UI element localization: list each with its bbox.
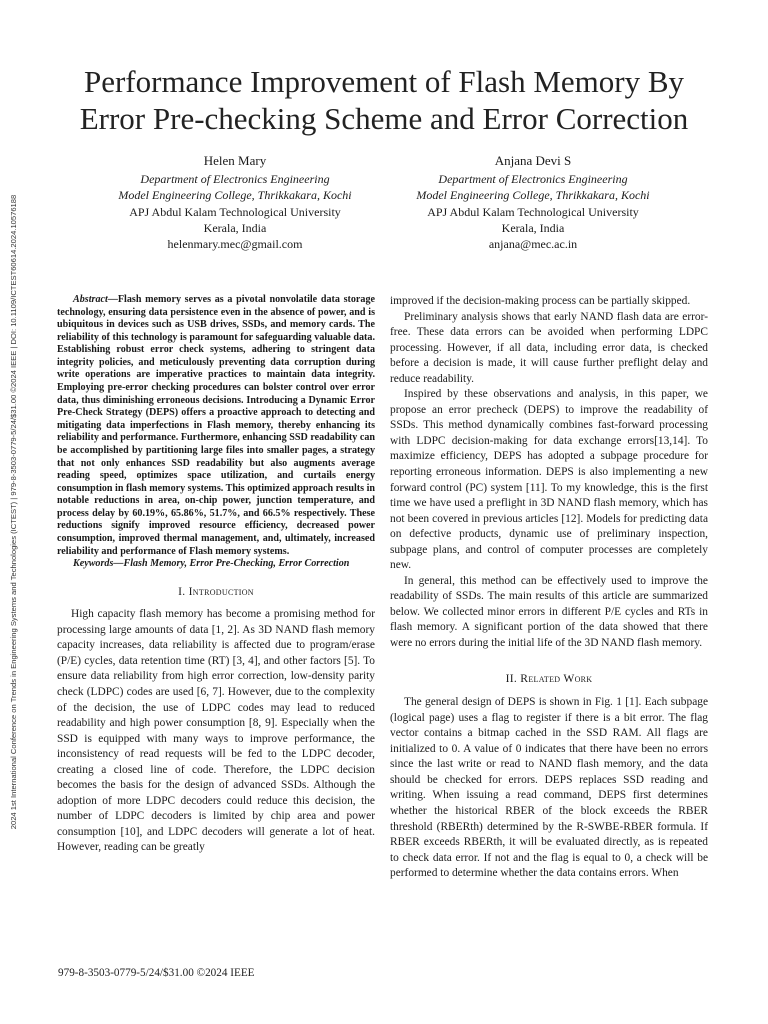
- abstract-label: Abstract: [73, 294, 108, 305]
- abstract: [57, 294, 375, 558]
- author-block-2: [383, 153, 683, 252]
- paper-title: [40, 63, 728, 137]
- related-work-paragraph: The general design of DEPS is shown in Fig. 1 [1]. Each subpage (logical page) uses a flag to register if there is a bit error. The flag vector contains a bitmap cached in the SSD RAM. All flags are initialized to 0. A value of 0 indicates that there have been no errors since the last write or read to NAND flash memory, and the data should be checked for errors. DEPS replaces SSD reading and writing. When issuing a read command, DEPS first determines whether the historical RBER of the block exceeds the RBER threshold (RBERth) determined by the R-SWBE-RBER formula. If RBER exceeds RBERth, it will be evaluated directly, as is repeated to check data error. If not and the flag is equal to 0, a check will be performed to determine whether the data contains errors. When: [390, 696, 708, 880]
- section-heading-related-work: II. Related Work: [505, 671, 593, 685]
- author-university: APJ Abdul Kalam Technological University: [427, 204, 639, 219]
- author-email: helenmary.mec@gmail.com: [167, 237, 303, 252]
- intro-paragraph: High capacity flash memory has become a promising method for processing large amounts of data [1, 2]. As 3D NAND flash memory capacity increases, data reliability is affected due to program/erase (P/E) cycles, data retention time (RT) [3, 4], and other factors [5]. To ensure data reliability from high error correction, low-density parity check (LDPC) codes are used [6, 7]. However, due to the complexity of the decision, the use of LDPC codes may lead to reduced readability and high power consumption [8, 9]. Especially when the SSD is equipped with many ways to improve performance, the inconsistency of read requests will be fed to the LDPC decoder, creating a closed line of code. Therefore, the LDPC decision becomes the basis for the design of advanced SSDs. Although the adoption of more LDPC decoders could reduce this decision, the number of LDPC decoders is limited by chip area and power consumption [10], and LDPC decoders will generate a lot of heat. However, reading can be greatly: [57, 608, 375, 854]
- author-college: Model Engineering College, Thrikkakara, Kochi: [416, 188, 650, 203]
- paragraph-continuation: improved if the decision-making process can be partially skipped.: [390, 295, 691, 307]
- author-location: Kerala, India: [203, 220, 267, 235]
- section-heading-introduction: I. Introduction: [178, 584, 254, 598]
- author-name: Helen Mary: [203, 153, 267, 168]
- title-line-2: Error Pre-checking Scheme and Error Correction: [79, 101, 689, 136]
- title-line-1: Performance Improvement of Flash Memory By: [83, 64, 685, 99]
- author-block-1: [85, 153, 385, 252]
- paragraph-preliminary-analysis: Preliminary analysis shows that early NAND flash data are error-free. These data errors can be avoided when performing LDPC processing. However, if all data, including error data, is checked before a decision is made, it will cause further preflight delay and reduce readability.: [390, 310, 708, 385]
- left-column: [57, 294, 375, 856]
- author-department: Department of Electronics Engineering: [438, 172, 628, 187]
- author-university: APJ Abdul Kalam Technological University: [129, 204, 341, 219]
- author-department: Department of Electronics Engineering: [140, 172, 330, 187]
- right-column: [390, 294, 708, 882]
- author-email: anjana@mec.ac.in: [488, 237, 578, 252]
- author-college: Model Engineering College, Thrikkakara, Kochi: [118, 188, 352, 203]
- author-location: Kerala, India: [501, 220, 565, 235]
- abstract-text: —Flash memory serves as a pivotal nonvolatile data storage technology, ensuring data persistence even in the absence of power, and is ubiquitous in devices such as USB drives, SSDs, and memory cards. The reliability of this technology is paramount for safeguarding valuable data. Establishing robust error check systems, adhering to stringent data integrity policies, and meticulously preventing data corruption during write operations are imperative practices to maintain data integrity. Employing pre-error checking procedures can bolster control over error data, thus diminishing erroneous decisions. Introducing a Dynamic Error Pre-Check Strategy (DEPS) offers a proactive approach to detecting and mitigating data imperfections in Flash memory, thereby enhancing its reliability and performance. Furthermore, enhancing SSD readability can be accomplished by partitioning large files into smaller pages, a strategy that not only enhances SSD readability but also augments average reading speed, optimizes space utilization, and curtails energy consumption in flash memory systems. This optimized approach results in notable reductions in area, on-chip power, junction temperature, and process delay by 60.19%, 65.86%, 51.7%, and 66.5% respectively. These reductions signify improved resource efficiency, decreased power consumption, improved thermal management, and, ultimately, increased reliability and performance of Flash memory systems.: [57, 294, 375, 557]
- paragraph-results-summary: In general, this method can be effectively used to improve the readability of SSDs. The main results of this article are summarized below. We collected minor errors in different P/E cycles and RTs in flash memory. A significant portion of the data showed that there were no errors during the initial life of the 3D NAND flash memory.: [390, 574, 708, 650]
- paragraph-proposal: Inspired by these observations and analysis, in this paper, we propose an error precheck (DEPS) to improve the readability of SSDs. This method dynamically combines fast-forward processing with LDPC decision-making for data exchange errors[13,14]. To maximize efficiency, DEPS has adopted a subpage procedure for reporting erroneous information. DEPS is also implementing a new forward control (PC) system [11]. To my knowledge, this is the first time we have used a preflight in 3D NAND flash memory, which has not been covered in previous articles [12]. Models for predicting data on defective products, dynamic use of preliminary inspection, subpage plans, and control of computer processes are completely new.: [390, 388, 708, 572]
- conference-sidebar: 2024 1st International Conference on Trends in Engineering Systems and Technologies (ICTEST) | 979-8-3503-0779-5/24/$31.00 ©2024 IEEE | DOI: 10.1109/ICTEST60614.2024.10576188: [9, 194, 18, 830]
- page-footer: 979-8-3503-0779-5/24/$31.00 ©2024 IEEE: [58, 967, 255, 979]
- author-name: Anjana Devi S: [494, 153, 572, 168]
- keywords: Keywords—Flash Memory, Error Pre-Checking, Error Correction: [73, 558, 350, 570]
